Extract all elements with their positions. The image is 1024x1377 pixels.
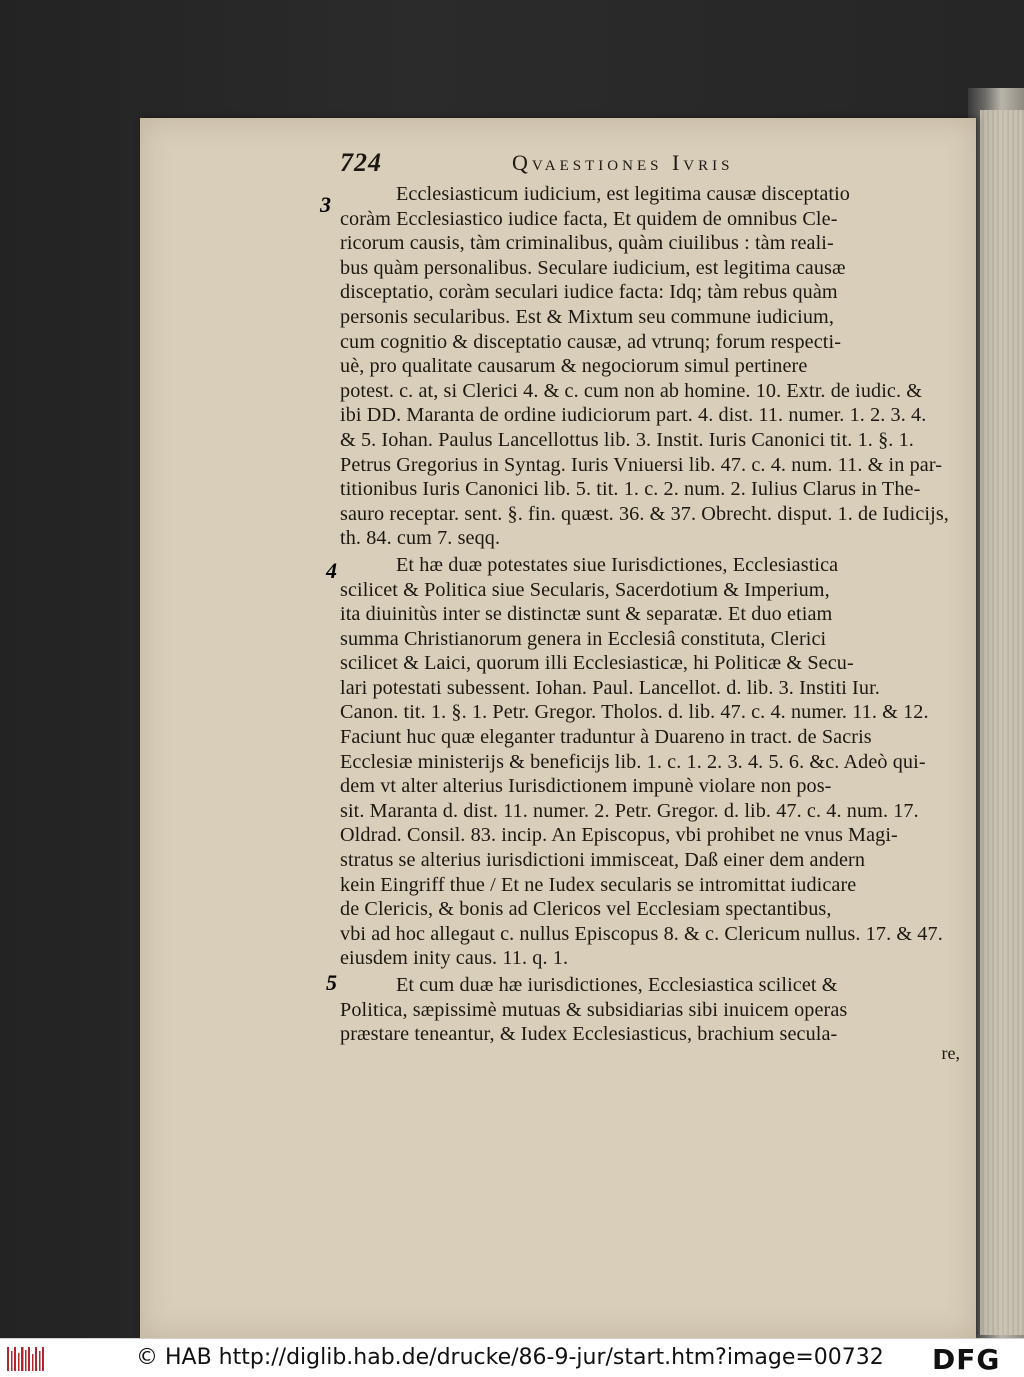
text-line: potest. c. at, si Clerici 4. & c. cum non ab homine. 10. Extr. de iudic. &: [340, 379, 923, 402]
text-line: coràm Ecclesiastico iudice facta, Et quidem de omnibus Cle-: [340, 207, 838, 230]
text-line: th. 84. cum 7. seqq.: [340, 527, 501, 550]
source-url-link[interactable]: © HAB http://diglib.hab.de/drucke/86-9-jur/start.htm?image=00732: [136, 1345, 884, 1370]
text-line: titionibus Iuris Canonici lib. 5. tit. 1. c. 2. num. 2. Iulius Clarus in The-: [340, 478, 921, 501]
text-line: disceptatio, coràm seculari iudice facta: Idq; tàm rebus quàm: [340, 281, 838, 304]
margin-number: 4: [326, 558, 337, 583]
catchword: re,: [941, 1042, 960, 1063]
paragraph-3: [340, 973, 960, 1047]
text-line: Ecclesiasticum iudicium, est legitima causæ disceptatio: [396, 183, 850, 205]
text-line: ibi DD. Maranta de ordine iudiciorum part. 4. dist. 11. numer. 1. 2. 3. 4.: [340, 404, 927, 427]
text-line: dem vt alter alterius Iurisdictionem impunè violare non pos-: [340, 775, 832, 798]
text-line: personis secularibus. Est & Mixtum seu commune iudicium,: [340, 305, 834, 328]
book-page: [140, 118, 976, 1338]
running-title: Qvaestiones Ivris: [512, 150, 734, 175]
text-line: & 5. Iohan. Paulus Lancellottus lib. 3. Instit. Iuris Canonici tit. 1. §. 1.: [340, 428, 914, 451]
text-line: vbi ad hoc allegaut c. nullus Episcopus 8. & c. Clericum nullus. 17. & 47.: [340, 922, 943, 945]
book-page-stack: [980, 110, 1024, 1335]
text-line: Petrus Gregorius in Syntag. Iuris Vniuersi lib. 47. c. 4. num. 11. & in par-: [340, 453, 943, 476]
text-line: Oldrad. Consil. 83. incip. An Episcopus, vbi prohibet ne vnus Magi-: [340, 824, 898, 847]
margin-number: 3: [320, 192, 331, 217]
text-line: scilicet & Politica siue Secularis, Sacerdotium & Imperium,: [340, 578, 830, 601]
text-line: cum cognitio & disceptatio causæ, ad vtrunq; forum respecti-: [340, 330, 842, 353]
page-text-block: [340, 148, 960, 1068]
text-line: summa Christianorum genera in Ecclesiâ constituta, Clerici: [340, 627, 827, 650]
page-header: [340, 148, 960, 182]
text-line: lari potestati subessent. Iohan. Paul. Lancellot. d. lib. 3. Institi Iur.: [340, 676, 880, 699]
footer-bar: [0, 1338, 1024, 1377]
text-line: sit. Maranta d. dist. 11. numer. 2. Petr. Gregor. d. lib. 47. c. 4. num. 17.: [340, 799, 919, 822]
text-line: stratus se alterius iurisdictioni immisceat, Daß einer dem andern: [340, 849, 866, 872]
text-line: præstare teneantur, & Iudex Ecclesiasticus, brachium secula-: [340, 1023, 838, 1046]
margin-number: 5: [326, 970, 337, 995]
text-line: Politica, sæpissimè mutuas & subsidiarias sibi inuicem operas: [340, 998, 848, 1021]
text-line: scilicet & Laici, quorum illi Ecclesiasticæ, hi Politicæ & Secu-: [340, 652, 854, 675]
text-line: Canon. tit. 1. §. 1. Petr. Gregor. Tholos. d. lib. 47. c. 4. numer. 11. & 12.: [340, 701, 929, 724]
text-line: eiusdem inity caus. 11. q. 1.: [340, 947, 569, 970]
text-line: Faciunt huc quæ eleganter traduntur à Duareno in tract. de Sacris: [340, 726, 872, 749]
text-line: ricorum causis, tàm criminalibus, quàm ciuilibus : tàm reali-: [340, 232, 834, 255]
text-line: uè, pro qualitate causarum & negociorum simul pertinere: [340, 355, 808, 378]
text-line: Et cum duæ hæ iurisdictiones, Ecclesiastica scilicet &: [396, 974, 838, 996]
page-number: 724: [340, 148, 382, 177]
dfg-logo: DFG: [932, 1343, 1001, 1376]
text-line: ita diuinitùs inter se distinctæ sunt & separatæ. Et duo etiam: [340, 603, 833, 626]
paragraph-2: [340, 553, 960, 971]
hab-barcode-logo-icon: [6, 1345, 46, 1373]
paragraph-1: [340, 182, 960, 551]
text-line: de Clericis, & bonis ad Clericos vel Ecclesiam spectantibus,: [340, 898, 832, 921]
text-line: Et hæ duæ potestates siue Iurisdictiones, Ecclesiastica: [396, 553, 839, 576]
text-line: Ecclesiæ ministerijs & beneficijs lib. 1. c. 1. 2. 3. 4. 5. 6. &c. Adeò qui-: [340, 750, 926, 773]
text-line: bus quàm personalibus. Seculare iudicium, est legitima causæ: [340, 256, 846, 279]
text-line: sauro receptar. sent. §. fin. quæst. 36. & 37. Obrecht. disput. 1. de Iudicijs,: [340, 502, 949, 525]
text-line: kein Eingriff thue / Et ne Iudex secularis se intromittat iudicare: [340, 873, 857, 896]
